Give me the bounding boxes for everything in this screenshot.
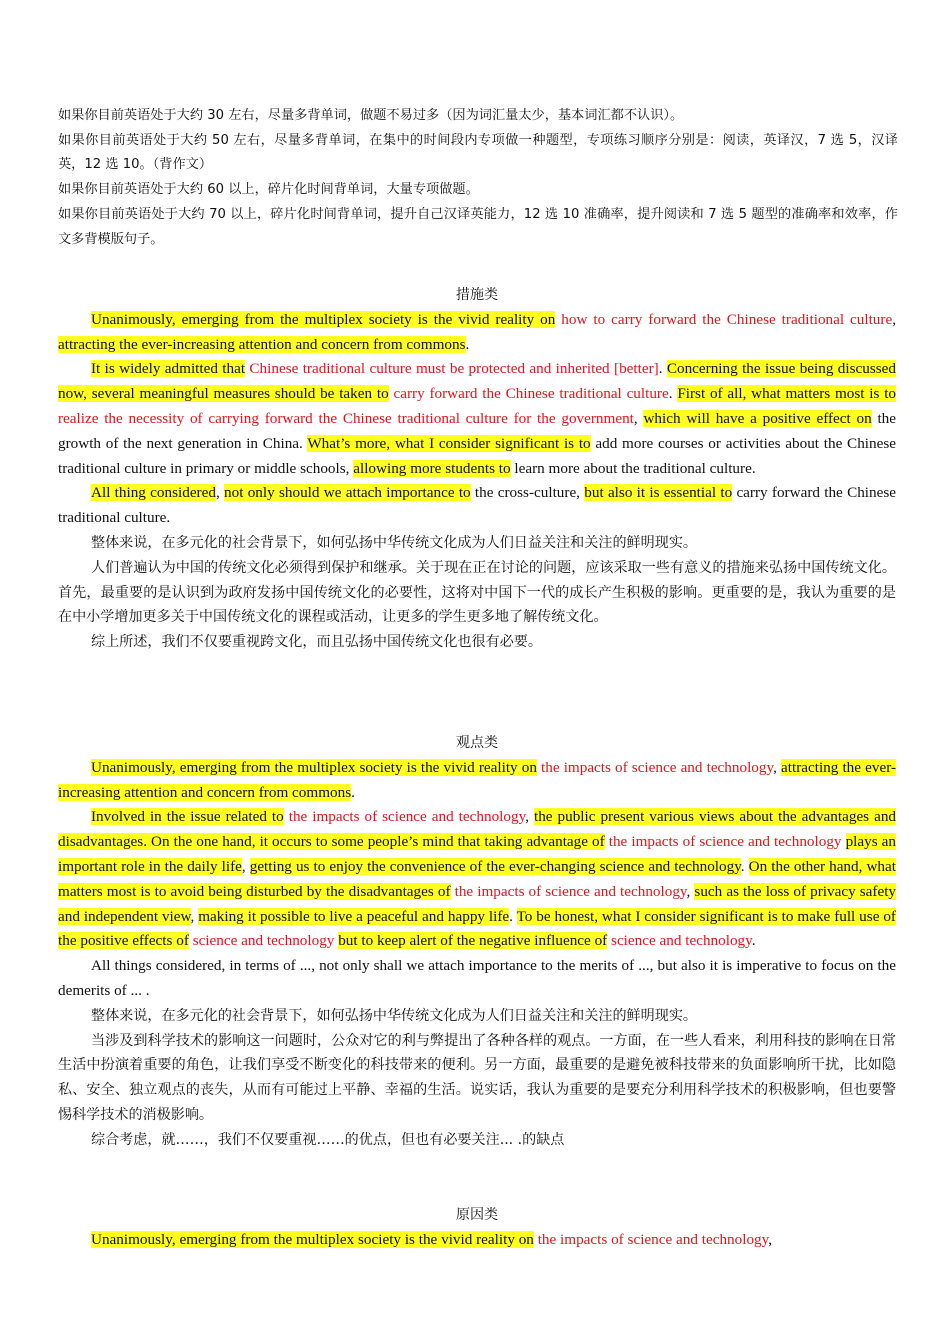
highlight-template: Involved in the issue related to — [91, 808, 284, 826]
text: . — [740, 857, 749, 875]
topic-phrase: the impacts of science and technology — [283, 808, 526, 826]
section-viewpoints — [58, 731, 896, 1153]
topic-phrase: science and technology — [188, 932, 335, 950]
text: , — [633, 409, 644, 427]
text: . — [465, 335, 470, 353]
text: the growth of the next generation in China. — [58, 409, 897, 452]
highlight-template: It is widely admitted that — [91, 360, 246, 378]
intro-line: 如果你目前英语处于大约 50 左右，尽量多背单词，在集中的时间段内专项做一种题型，专项练习顺序分别是：阅读，英译汉，7 选 5，汉译英，12 选 10。（背作文） — [58, 132, 898, 173]
highlight-template: attracting the ever-increasing attention and concern from commons — [58, 758, 897, 801]
intro-advice — [58, 104, 898, 252]
highlight-template: What’s more, what I consider significant is to — [307, 434, 591, 452]
english-paragraph — [58, 1228, 896, 1253]
topic-phrase: carry forward the Chinese traditional culture — [388, 385, 669, 403]
text: carry forward the Chinese traditional culture. — [58, 484, 896, 527]
english-paragraph: All things considered, in terms of ..., not only shall we attach importance to the merits of ..., but also it is imperative to focus on the demerits of ... . — [58, 957, 896, 999]
highlight-template: but also it is essential to — [584, 484, 733, 502]
text: , — [190, 907, 199, 925]
highlight-template: but to keep alert of the negative influence of — [338, 932, 608, 950]
highlight-template: Unanimously, emerging from the multiplex society is the vivid reality on — [91, 1230, 534, 1248]
topic-phrase: Chinese traditional culture must be protected and inherited [better] — [245, 360, 659, 378]
text: . — [751, 932, 756, 950]
topic-phrase: realize the necessity of carrying forward the Chinese traditional culture for the government — [58, 409, 634, 427]
section-heading: 原因类 — [455, 1207, 499, 1223]
text: , — [773, 758, 782, 776]
intro-line: 如果你目前英语处于大约 70 以上，碎片化时间背单词，提升自己汉译英能力，12 选 10 准确率，提升阅读和 7 选 5 题型的准确率和效率，作文多背模版句子。 — [58, 206, 898, 247]
text: . — [658, 360, 667, 378]
highlight-template: getting us to enjoy the convenience of the ever-changing science and technology — [249, 857, 741, 875]
text: . — [668, 385, 678, 403]
topic-phrase: science and technology — [607, 932, 752, 950]
highlight-template: Unanimously, emerging from the multiplex society is the vivid reality on — [91, 310, 556, 328]
text — [842, 833, 846, 850]
section-heading: 措施类 — [455, 287, 499, 303]
text: , — [241, 857, 250, 875]
highlight-template: attracting the ever-increasing attention and concern from commons — [58, 335, 466, 353]
highlight-template: such as the loss of privacy safety and independent view — [58, 882, 897, 925]
chinese-translation: 当涉及到科学技术的影响这一问题时，公众对它的利与弊提出了各种各样的观点。一方面，在一些人看来，利用科技的影响在日常生活中扮演着重要的角色，让我们享受不断变化的科技带来的便利。另一方面，最重要的是避免被科技带来的负面影响所干扰，比如隐私、安全、独立观点的丧失，从而有可能过上平静、幸福的生活。说实话，我认为重要的是要充分利用科学技术的积极影响，但也要警惕科学技术的消极影响。 — [58, 1032, 896, 1123]
highlight-template: Concerning the issue being discussed now, several meaningful measures should be taken to — [58, 360, 897, 403]
chinese-translation: 人们普遍认为中国的传统文化必须得到保护和继承。关于现在正在讨论的问题，应该采取一些有意义的措施来弘扬中国传统文化。首先，最重要的是认识到为政府发扬中国传统文化的必要性，这将对中国下一代的成长产生积极的影响。更重要的是，我认为重要的是在中小学增加更多关于中国传统文化的课程或活动，让更多的学生更多地了解传统文化。 — [58, 559, 896, 626]
topic-phrase: the impacts of science and technology — [533, 1230, 769, 1248]
chinese-translation: 整体来说，在多元化的社会背景下，如何弘扬中华传统文化成为人们日益关注和关注的鲜明现实。 — [91, 534, 698, 551]
section-heading: 观点类 — [455, 735, 499, 751]
text: add more courses or activities about the Chinese traditional culture in primary or middle schools, — [58, 434, 896, 477]
english-paragraph — [58, 308, 896, 358]
section-reasons — [58, 1203, 896, 1253]
text: , — [525, 808, 534, 826]
highlight-template: To be honest, what I consider significant is to make full use of the positive effects of — [58, 907, 896, 950]
topic-phrase: the impacts of science and technology — [604, 833, 842, 851]
text: . — [351, 783, 355, 801]
text: , — [892, 310, 896, 328]
text: . — [509, 907, 517, 925]
topic-phrase: the impacts of science and technology — [450, 882, 687, 900]
english-paragraph — [58, 756, 896, 806]
highlight-template: allowing more students to — [353, 459, 511, 477]
topic-phrase: the impacts of science and technology — [536, 758, 774, 776]
highlight-template: not only should we attach importance to — [224, 484, 471, 502]
highlight-template: making it possible to live a peaceful and happy life — [198, 907, 510, 925]
text: , — [768, 1230, 773, 1248]
highlight-template: First of all, what matters most is to — [677, 385, 897, 403]
highlight-template: which will have a positive effect on — [643, 409, 872, 427]
english-paragraph — [58, 805, 896, 954]
chinese-translation: 综上所述，我们不仅要重视跨文化，而且弘扬中国传统文化也很有必要。 — [91, 634, 542, 651]
chinese-translation: 整体来说，在多元化的社会背景下，如何弘扬中华传统文化成为人们日益关注和关注的鲜明现实。 — [91, 1007, 698, 1024]
highlight-template: the public present various views about the advantages and disadvantages. On the one hand, it occurs to some people’s mind that taking advantage of — [58, 808, 897, 851]
section-measures — [58, 283, 896, 655]
text: , — [686, 882, 695, 900]
chinese-translation: 综合考虑，就……，我们不仅要重视……的优点，但也有必要关注... .的缺点 — [91, 1131, 565, 1148]
text: the cross-culture, — [470, 484, 585, 502]
topic-phrase: how to carry forward the Chinese traditional culture — [555, 310, 893, 328]
highlight-template: plays an important role in the daily life — [58, 833, 896, 875]
highlight-template: Unanimously, emerging from the multiplex society is the vivid reality on — [91, 758, 537, 776]
english-paragraph — [58, 357, 896, 481]
highlight-template: On the other hand, what matters most is to avoid being disturbed by the disadvantages of — [58, 857, 896, 900]
intro-line: 如果你目前英语处于大约 30 左右，尽量多背单词，做题不易过多（因为词汇量太少，基本词汇都不认识）。 — [58, 108, 684, 123]
text: , — [215, 484, 225, 502]
english-paragraph — [58, 481, 896, 531]
intro-line: 如果你目前英语处于大约 60 以上，碎片化时间背单词，大量专项做题。 — [58, 182, 479, 198]
text: learn more about the traditional culture. — [510, 459, 756, 477]
highlight-template: All thing considered — [91, 484, 216, 502]
